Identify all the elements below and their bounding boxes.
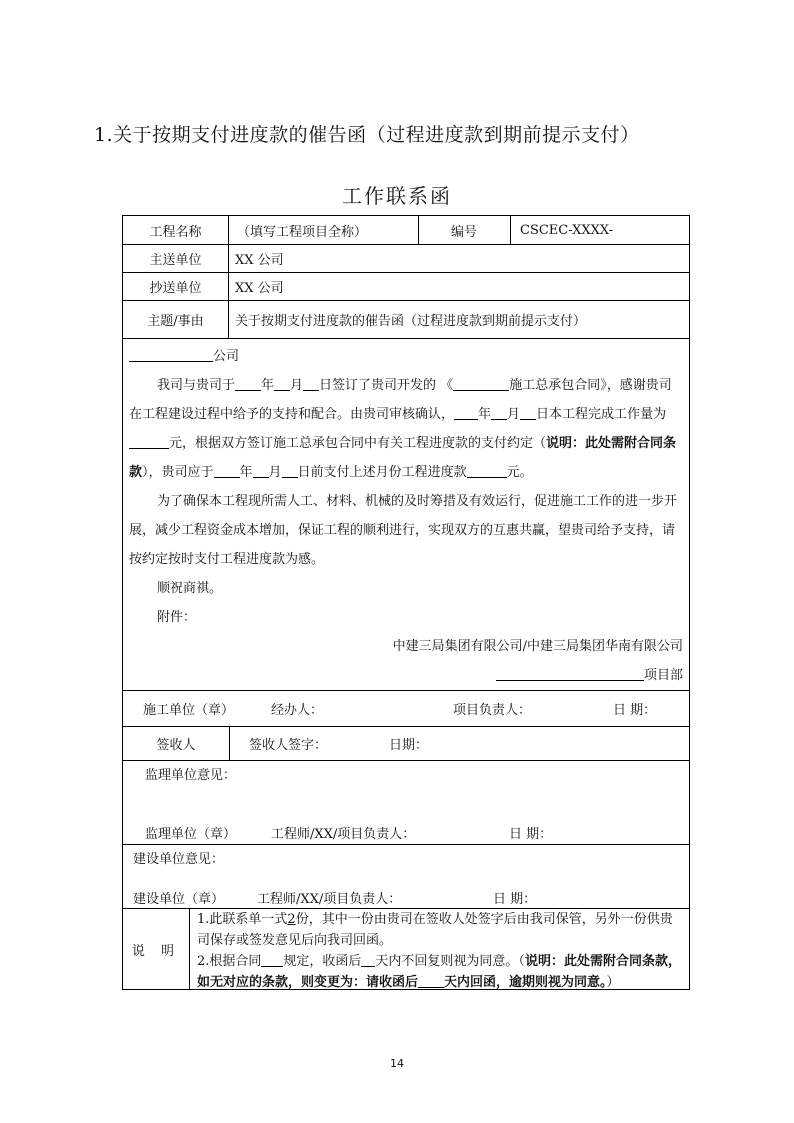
receipt-label: 签收人 xyxy=(156,737,196,753)
construction-unit-seal: 施工单位（章） xyxy=(143,702,235,718)
contact-letter-form xyxy=(122,215,690,990)
note-2: 2.根据合同 规定，收函后 天内不回复则视为同意。（说明：此处需附合同条款，如无对应的条款，则变更为：请收函后 天内回函，逾期则视为同意。） xyxy=(197,954,681,990)
section-heading: 1.关于按期支付进度款的催告函（过程进度款到期前提示支付） xyxy=(94,124,640,146)
project-name-row xyxy=(123,216,689,245)
form-title: 工作联系函 xyxy=(342,184,452,208)
addressee-line: 公司 xyxy=(129,342,683,371)
project-name-value: （填写工程项目全称） xyxy=(237,224,368,240)
construction-section xyxy=(123,844,689,909)
cc-value: XX 公司 xyxy=(235,280,284,296)
subject-label: 主题/事由 xyxy=(147,313,204,329)
note-1: 1.此联系单一式2份，其中一份由贵司在签收人处签字后由我司保管，另外一份供贵司保存或签发意见后向我司回函。 xyxy=(197,912,673,948)
notes-section xyxy=(123,908,689,990)
send-to-value: XX 公司 xyxy=(235,252,284,268)
notes-label: 说 明 xyxy=(131,943,181,959)
subject-value: 关于按期支付进度款的催告函（过程进度款到期前提示支付） xyxy=(235,313,587,329)
supervision-section xyxy=(123,760,689,845)
project-dept-line: 项目部 xyxy=(129,661,683,690)
construction-opinion-label: 建设单位意见： xyxy=(133,852,225,867)
signature-date-label: 日 期： xyxy=(613,702,657,718)
receipt-row xyxy=(123,726,689,761)
project-manager-label: 项目负责人： xyxy=(453,702,532,718)
receipt-date-label: 日期： xyxy=(389,737,429,753)
cc-row xyxy=(123,272,689,301)
construction-engineer-label: 工程师/XX/项目负责人： xyxy=(257,892,402,907)
number-label: 编号 xyxy=(450,224,477,240)
sender-name: 中建三局集团有限公司/中建三局集团华南有限公司 xyxy=(392,639,683,654)
supervision-unit-seal: 监理单位（章） xyxy=(145,827,237,842)
supervision-engineer-label: 工程师/XX/项目负责人： xyxy=(271,827,416,842)
subject-row xyxy=(123,300,689,339)
paragraph-1: 我司与贵司于 年 月 日签订了贵司开发的 《 施工总承包合同》，感谢贵司在工程建设过程中给予的支持和配合。由贵司审核确认， 年 月 日本工程完成工作量为元，根据双方签订施工总承包合同中有关工程进度款的支付约定（说明：此处需附合同条款），贵司应于 年 月 日前支付上述月份工程进度款 元。 xyxy=(129,378,677,480)
supervision-date-label: 日 期： xyxy=(509,827,553,842)
signature-row xyxy=(123,690,689,727)
page-number: 14 xyxy=(390,1057,404,1070)
handler-label: 经办人： xyxy=(271,702,324,718)
cc-label: 抄送单位 xyxy=(149,280,202,296)
attachment-line: 附件： xyxy=(157,610,197,625)
project-name-label: 工程名称 xyxy=(149,224,202,240)
send-to-label: 主送单位 xyxy=(149,252,202,268)
receipt-signature-label: 签收人签字： xyxy=(249,737,328,753)
letter-body xyxy=(123,338,689,691)
supervision-opinion-label: 监理单位意见： xyxy=(145,768,237,783)
construction-date-label: 日 期： xyxy=(493,892,537,907)
send-to-row xyxy=(123,244,689,273)
paragraph-2: 为了确保本工程现所需人工、材料、机械的及时筹措及有效运行，促进施工工作的进一步开展，减少工程资金成本增加，保证工程的顺利进行，实现双方的互惠共赢，望贵司给予支持，请按约定按时支付工程进度款为感。 xyxy=(129,494,678,567)
closing-line: 顺祝商祺。 xyxy=(157,581,223,596)
number-value: CSCEC-XXXX- xyxy=(520,222,614,238)
construction-unit-seal: 建设单位（章） xyxy=(133,892,225,907)
